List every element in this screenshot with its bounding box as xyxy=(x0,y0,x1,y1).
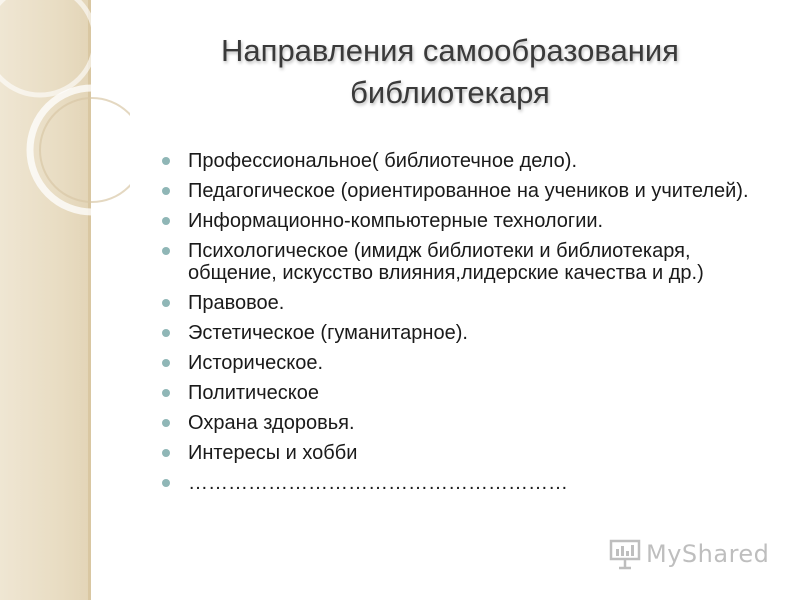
watermark-text: MyShared xyxy=(646,540,770,568)
watermark xyxy=(608,537,769,571)
list-item-text: Историческое. xyxy=(188,352,324,374)
bullet-icon xyxy=(162,389,170,397)
bullet-icon xyxy=(162,299,170,307)
list-item-text: Психологическое (имидж библиотеки и библиотекаря, общение, искусство влияния,лидерские качества и др.) xyxy=(188,240,704,284)
list-item-text: Информационно-компьютерные технологии. xyxy=(188,210,604,232)
list-item xyxy=(160,472,770,494)
list-item-text: Профессиональное( библиотечное дело). xyxy=(188,150,577,172)
list-item-text: Правовое. xyxy=(188,292,285,314)
bullet-icon xyxy=(162,479,170,487)
slide-title xyxy=(130,30,770,114)
slide-title-line-1: Направления самообразования xyxy=(221,33,679,68)
bullet-icon xyxy=(162,449,170,457)
bullet-icon xyxy=(162,247,170,255)
list-item xyxy=(160,322,770,344)
list-item-text: Эстетическое (гуманитарное). xyxy=(188,322,468,344)
list-item-text: Педагогическое (ориентированное на учеников и учителей). xyxy=(188,180,749,202)
bullet-icon xyxy=(162,419,170,427)
decorative-circles-icon xyxy=(0,0,130,260)
list-item xyxy=(160,240,770,284)
list-item-text: Интересы и хобби xyxy=(188,442,358,464)
list-item-text: ………………………………………………… xyxy=(188,472,568,494)
slide-title-line-2: библиотекаря xyxy=(350,75,550,110)
bullet-icon xyxy=(162,187,170,195)
list-item-text: Политическое xyxy=(188,382,319,404)
bullet-icon xyxy=(162,157,170,165)
list-item-text: Охрана здоровья. xyxy=(188,412,355,434)
list-item xyxy=(160,352,770,374)
list-item xyxy=(160,150,770,172)
presentation-board-icon xyxy=(608,537,642,571)
bullet-icon xyxy=(162,329,170,337)
list-item xyxy=(160,412,770,434)
list-item xyxy=(160,442,770,464)
bullet-icon xyxy=(162,217,170,225)
bullet-icon xyxy=(162,359,170,367)
list-item xyxy=(160,180,770,202)
bullet-list xyxy=(160,150,770,502)
list-item xyxy=(160,382,770,404)
list-item xyxy=(160,210,770,232)
list-item xyxy=(160,292,770,314)
